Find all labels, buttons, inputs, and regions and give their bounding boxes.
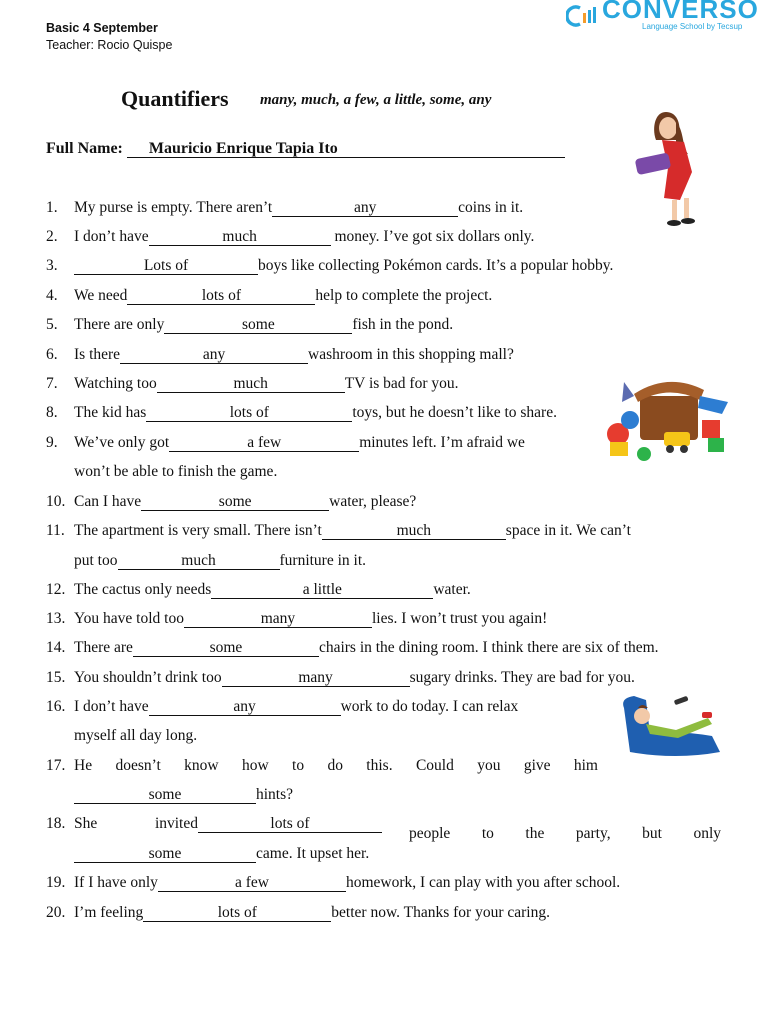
question-text: TV is bad for you.	[344, 375, 459, 392]
question-continuation: won’t be able to finish the game.	[74, 463, 278, 480]
question-row	[46, 669, 635, 687]
question-text: You have told too	[74, 610, 184, 627]
question-row	[46, 815, 382, 833]
question-text: I don’t have	[74, 698, 149, 715]
question-text: You shouldn’t drink too	[74, 669, 222, 686]
question-row	[46, 698, 518, 716]
question-text: washroom in this shopping mall?	[308, 346, 514, 363]
question-row	[46, 316, 453, 334]
full-name-value: Mauricio Enrique Tapia Ito	[148, 140, 338, 157]
question-number: 6.	[46, 346, 58, 363]
question-text: coins in it.	[458, 199, 524, 216]
question-text: If I have only	[74, 874, 158, 891]
question-continuation: myself all day long.	[74, 727, 198, 744]
question-text: fish in the pond.	[352, 316, 454, 333]
question-text: homework, I can play with you after school.	[345, 874, 621, 891]
question-text: toys, but he doesn’t like to share.	[352, 404, 557, 421]
question-text: We’ve only got	[74, 434, 170, 451]
question-number: 3.	[46, 257, 58, 274]
question-row	[46, 639, 659, 657]
question-continuation	[74, 786, 293, 804]
question-row	[46, 404, 557, 422]
question-text: sugary drinks. They are bad for you.	[409, 669, 635, 686]
question-row	[46, 375, 459, 393]
question-number: 10.	[46, 493, 66, 510]
question-number: 1.	[46, 199, 58, 216]
question-number: 20.	[46, 904, 66, 921]
answer-blank[interactable]: a few	[158, 875, 346, 892]
answer-blank[interactable]: a little	[211, 582, 433, 599]
question-number: 9.	[46, 434, 58, 451]
question-row	[46, 757, 598, 775]
answer-blank[interactable]: much	[322, 523, 506, 540]
question-text: minutes left. I’m afraid we	[359, 434, 525, 451]
logo-tagline: Language School by Tecsup	[642, 22, 743, 31]
question-row	[46, 257, 613, 275]
question-text: There are	[74, 639, 133, 656]
answer-blank[interactable]: many	[184, 611, 372, 628]
answer-blank[interactable]: lots of	[127, 288, 315, 305]
question-row	[46, 434, 525, 452]
question-text: My purse is empty. There aren’t	[74, 199, 273, 216]
answer-blank[interactable]: lots of	[146, 405, 352, 422]
teacher-label: Teacher: Rocio Quispe	[46, 38, 173, 52]
answer-blank[interactable]: some	[141, 494, 329, 511]
answer-blank[interactable]: some	[74, 846, 256, 863]
question-row	[46, 228, 534, 246]
page-title: Quantifiers	[121, 86, 229, 111]
question-row	[46, 904, 550, 922]
woman-with-purse-illustration	[632, 106, 722, 228]
question-text: Watching too	[74, 375, 157, 392]
answer-blank[interactable]: many	[222, 670, 410, 687]
question-continuation	[74, 552, 366, 570]
toy-box-illustration	[604, 372, 734, 464]
answer-blank[interactable]: any	[120, 347, 308, 364]
question-text: water.	[433, 581, 471, 598]
full-name-field[interactable]	[127, 141, 565, 158]
question-number: 11.	[46, 522, 65, 539]
page-subtitle: many, much, a few, a little, some, any	[260, 92, 492, 108]
answer-blank[interactable]: much	[157, 376, 345, 393]
question-text: Is there	[74, 346, 121, 363]
full-name-label: Full Name:	[46, 140, 123, 157]
logo-name: CONVERSO	[602, 0, 759, 24]
question-text: furniture in it.	[279, 552, 367, 569]
question-number: 5.	[46, 316, 58, 333]
question-number: 13.	[46, 610, 66, 627]
question-text: work to do today. I can relax	[340, 698, 519, 715]
answer-blank[interactable]: some	[133, 640, 319, 657]
question-number: 2.	[46, 228, 58, 245]
answer-blank[interactable]: any	[149, 699, 341, 716]
answer-blank[interactable]: any	[272, 200, 458, 217]
question-text: water, please?	[329, 493, 417, 510]
question-number: 17.	[46, 757, 66, 774]
question-number: 8.	[46, 404, 58, 421]
logo-mark-icon	[566, 4, 600, 28]
relaxing-person-illustration	[616, 690, 728, 762]
question-text: put too	[74, 552, 118, 569]
full-name-line	[46, 140, 565, 158]
question-text: He doesn’t know how to do this. Could you give him	[74, 757, 598, 774]
question-text: money. I’ve got six dollars only.	[330, 228, 535, 245]
answer-blank[interactable]: some	[74, 787, 256, 804]
question-text: lies. I won’t trust you again!	[371, 610, 548, 627]
question-row	[46, 581, 471, 599]
question-text: chairs in the dining room. I think there are six of them.	[318, 639, 659, 656]
question-row	[46, 493, 416, 511]
answer-blank[interactable]: some	[164, 317, 352, 334]
question-number: 19.	[46, 874, 66, 891]
school-logo	[566, 0, 766, 40]
question-text: I don’t have	[74, 228, 149, 245]
answer-blank[interactable]: lots of	[198, 816, 382, 833]
question-text: Can I have	[74, 493, 142, 510]
question-text: The apartment is very small. There isn’t	[74, 522, 322, 539]
question-number: 12.	[46, 581, 66, 598]
answer-blank[interactable]: much	[118, 553, 280, 570]
question-text: hints?	[256, 786, 294, 803]
question-number: 15.	[46, 669, 66, 686]
question-row	[46, 874, 620, 892]
worksheet-header	[46, 20, 172, 54]
question-row	[46, 522, 631, 540]
question-text: boys like collecting Pokémon cards. It’s a popular hobby.	[258, 257, 614, 274]
answer-blank[interactable]: a few	[169, 435, 359, 452]
question-text: better now. Thanks for your caring.	[331, 904, 550, 921]
question-text: We need	[74, 287, 128, 304]
answer-blank[interactable]: lots of	[143, 905, 331, 922]
question-number: 14.	[46, 639, 66, 656]
question-text: people to the party, but only	[409, 825, 721, 842]
question-row	[46, 287, 492, 305]
question-row	[46, 199, 523, 217]
course-label: Basic 4 September	[46, 21, 158, 35]
question-text: There are only	[74, 316, 165, 333]
question-row	[46, 346, 514, 364]
question-text: came. It upset her.	[256, 845, 370, 862]
answer-blank[interactable]: much	[149, 229, 331, 246]
answer-blank[interactable]: Lots of	[74, 258, 258, 275]
question-text: help to complete the project.	[315, 287, 493, 304]
question-number: 16.	[46, 698, 66, 715]
question-text: space in it. We can’t	[505, 522, 631, 539]
question-number: 4.	[46, 287, 58, 304]
question-number: 18.	[46, 815, 66, 832]
question-text: She invited	[74, 815, 198, 832]
question-row	[46, 610, 547, 628]
question-number: 7.	[46, 375, 58, 392]
question-text: The cactus only needs	[74, 581, 212, 598]
question-text: I’m feeling	[74, 904, 144, 921]
question-text: The kid has	[74, 404, 147, 421]
question-continuation	[74, 845, 369, 863]
